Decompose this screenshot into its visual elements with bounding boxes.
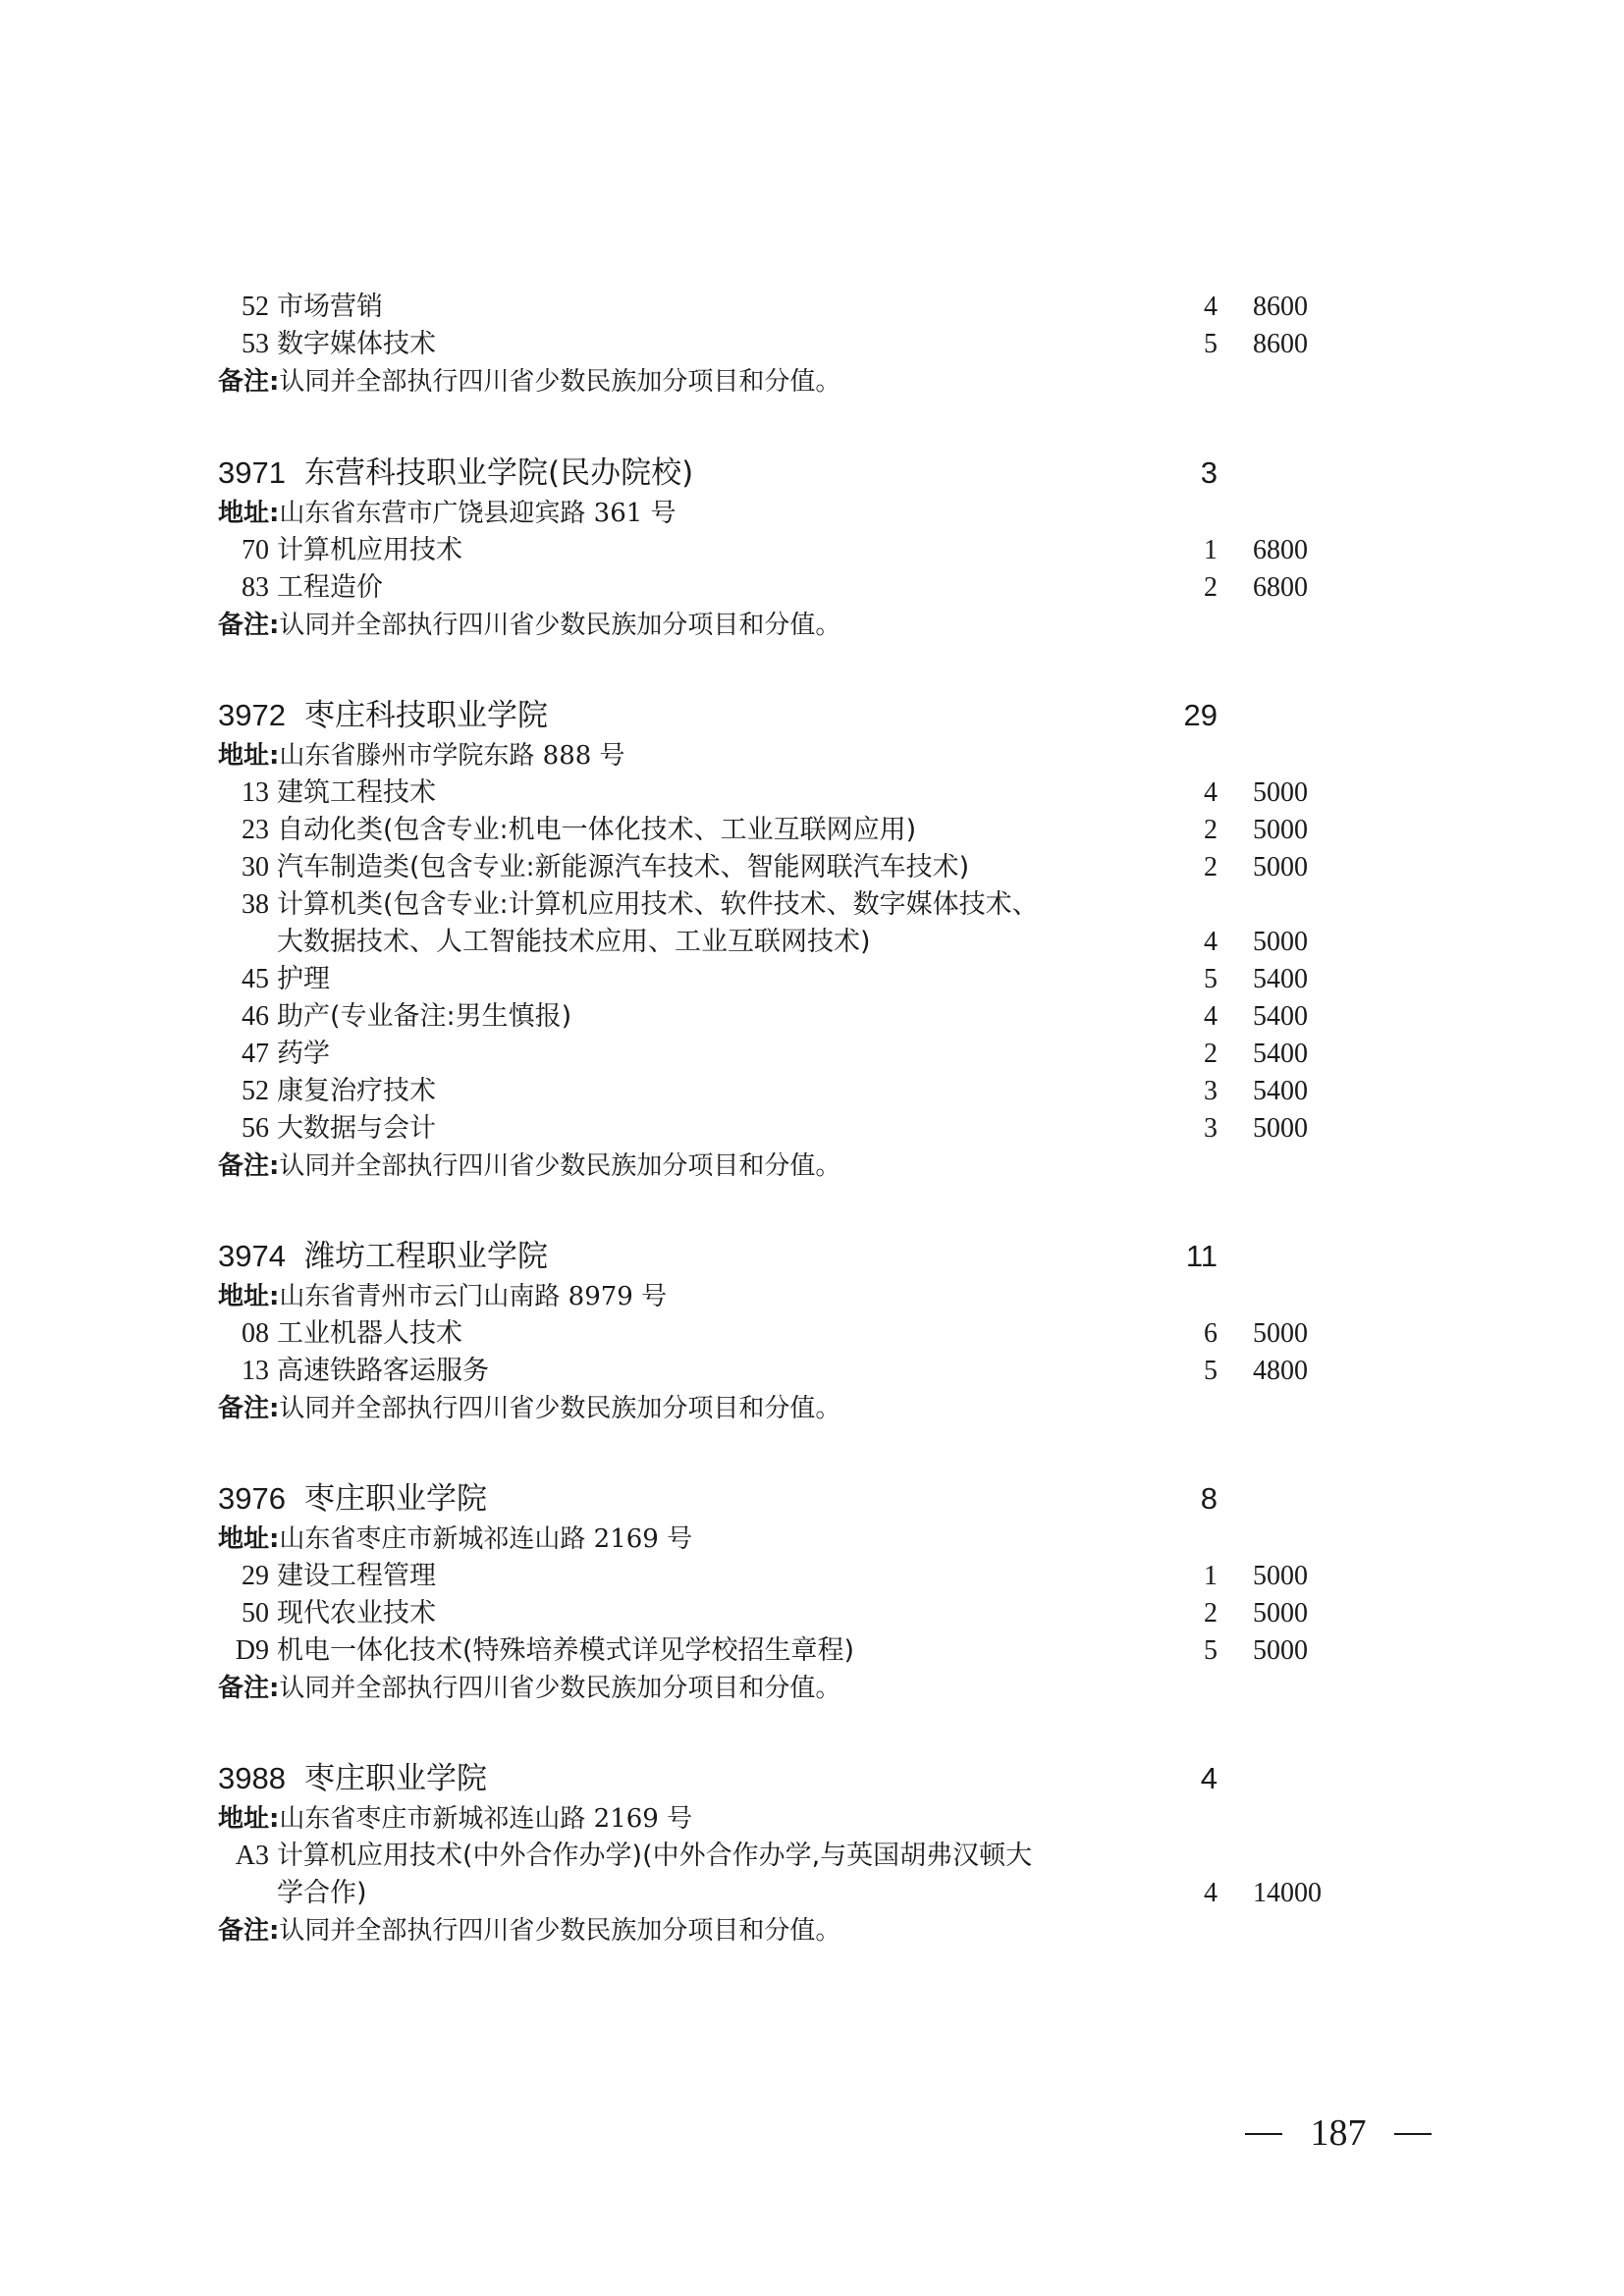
address-text: 山东省滕州市学院东路 888 号 [279, 741, 625, 771]
major-name: 工业机器人技术 [277, 1318, 462, 1349]
school-note [218, 607, 840, 644]
school-note [218, 1912, 840, 1949]
school-note [218, 1390, 840, 1427]
major-code: 29 [242, 1561, 269, 1591]
school-note [218, 1670, 840, 1707]
school-total: 3 [1200, 455, 1218, 490]
major-count: 4 [1204, 927, 1218, 957]
address-label: 地址: [218, 1282, 280, 1311]
school-address [218, 737, 625, 774]
school-address [218, 1800, 692, 1838]
major-code: 23 [242, 815, 269, 845]
school-note [218, 363, 840, 400]
major-name: 建筑工程技术 [277, 777, 436, 808]
note-label: 备注: [218, 1394, 280, 1423]
major-code: A3 [235, 1841, 269, 1871]
major-code: 13 [242, 1356, 269, 1386]
major-fee: 6800 [1253, 535, 1308, 565]
major-code: 45 [242, 964, 269, 994]
major-name-continued: 学合作) [277, 1878, 367, 1908]
major-count: 4 [1204, 777, 1218, 808]
major-code: 47 [242, 1039, 269, 1069]
major-fee: 5000 [1253, 927, 1308, 957]
major-fee: 8600 [1253, 292, 1308, 322]
major-row [0, 774, 1624, 812]
major-name: 计算机应用技术 [277, 535, 462, 565]
school-code: 3971 [218, 455, 286, 490]
note-text: 认同并全部执行四川省少数民族加分项目和分值。 [279, 1674, 841, 1703]
major-row [0, 849, 1624, 886]
major-row [0, 1036, 1624, 1073]
major-row-continued [0, 1875, 1624, 1912]
major-name: 建设工程管理 [277, 1561, 436, 1591]
major-code: 13 [242, 777, 269, 808]
major-code: 38 [242, 889, 269, 920]
major-row [0, 886, 1624, 924]
major-row [0, 326, 1624, 363]
major-fee: 4800 [1253, 1356, 1308, 1386]
major-name: 康复治疗技术 [277, 1076, 436, 1106]
school-code: 3988 [218, 1761, 286, 1795]
major-code: 08 [242, 1318, 269, 1349]
school-total: 8 [1200, 1481, 1218, 1516]
major-name: 大数据与会计 [277, 1113, 436, 1144]
school-total: 29 [1183, 698, 1218, 732]
major-fee: 14000 [1253, 1878, 1322, 1908]
major-name: 助产(专业备注:男生慎报) [277, 1001, 572, 1032]
major-name: 计算机应用技术(中外合作办学)(中外合作办学,与英国胡弗汉顿大 [277, 1841, 1033, 1871]
major-name: 现代农业技术 [277, 1598, 436, 1629]
major-count: 1 [1204, 1561, 1218, 1591]
school-address [218, 1521, 692, 1558]
note-text: 认同并全部执行四川省少数民族加分项目和分值。 [279, 1394, 841, 1423]
major-fee: 6800 [1253, 572, 1308, 603]
major-count: 4 [1204, 1001, 1218, 1032]
major-code: 56 [242, 1113, 269, 1144]
major-fee: 5000 [1253, 852, 1308, 882]
address-text: 山东省青州市云门山南路 8979 号 [279, 1282, 668, 1311]
note-text: 认同并全部执行四川省少数民族加分项目和分值。 [279, 367, 841, 397]
major-code: 83 [242, 572, 269, 603]
note-text: 认同并全部执行四川省少数民族加分项目和分值。 [279, 1151, 841, 1181]
school-note [218, 1148, 840, 1185]
major-name: 计算机类(包含专业:计算机应用技术、软件技术、数字媒体技术、 [277, 889, 1039, 920]
major-fee: 8600 [1253, 329, 1308, 359]
address-label: 地址: [218, 741, 280, 771]
address-text: 山东省枣庄市新城祁连山路 2169 号 [279, 1524, 693, 1554]
major-name: 护理 [277, 964, 330, 994]
major-fee: 5400 [1253, 1039, 1308, 1069]
address-label: 地址: [218, 1804, 280, 1834]
major-code: 30 [242, 852, 269, 882]
major-code: 52 [242, 292, 269, 322]
note-text: 认同并全部执行四川省少数民族加分项目和分值。 [279, 611, 841, 640]
school-name: 枣庄职业学院 [304, 1761, 487, 1796]
major-count: 2 [1204, 815, 1218, 845]
major-fee: 5000 [1253, 1561, 1308, 1591]
school-name: 枣庄科技职业学院 [304, 698, 548, 733]
major-count: 2 [1204, 572, 1218, 603]
note-label: 备注: [218, 1674, 280, 1703]
major-row [0, 1632, 1624, 1670]
note-label: 备注: [218, 367, 280, 397]
major-row [0, 532, 1624, 569]
school-header [0, 1757, 1624, 1800]
major-name: 药学 [277, 1039, 330, 1069]
school-code: 3972 [218, 698, 286, 732]
major-row [0, 812, 1624, 849]
major-fee: 5000 [1253, 777, 1308, 808]
address-text: 山东省东营市广饶县迎宾路 361 号 [279, 499, 677, 528]
major-count: 1 [1204, 535, 1218, 565]
major-row [0, 1838, 1624, 1875]
address-label: 地址: [218, 1524, 280, 1554]
major-count: 5 [1204, 1635, 1218, 1666]
major-count: 2 [1204, 1598, 1218, 1629]
page-number-text: 187 [1310, 2112, 1367, 2154]
major-row [0, 569, 1624, 607]
major-row [0, 1595, 1624, 1632]
major-code: 52 [242, 1076, 269, 1106]
major-name: 机电一体化技术(特殊培养模式详见学校招生章程) [277, 1635, 855, 1666]
major-fee: 5000 [1253, 1113, 1308, 1144]
major-count: 5 [1204, 964, 1218, 994]
major-fee: 5000 [1253, 1318, 1308, 1349]
school-code: 3974 [218, 1239, 286, 1273]
major-name: 自动化类(包含专业:机电一体化技术、工业互联网应用) [277, 815, 917, 845]
major-count: 5 [1204, 329, 1218, 359]
major-count: 3 [1204, 1113, 1218, 1144]
major-count: 6 [1204, 1318, 1218, 1349]
page-number [1245, 2109, 1432, 2158]
school-address [218, 1278, 667, 1315]
major-name: 市场营销 [277, 292, 383, 322]
major-code: 50 [242, 1598, 269, 1629]
address-label: 地址: [218, 499, 280, 528]
school-header [0, 694, 1624, 737]
school-name: 东营科技职业学院(民办院校) [304, 455, 694, 491]
major-fee: 5400 [1253, 964, 1308, 994]
major-code: 46 [242, 1001, 269, 1032]
major-code: 70 [242, 535, 269, 565]
major-name-continued: 大数据技术、人工智能技术应用、工业互联网技术) [277, 927, 871, 957]
school-header [0, 452, 1624, 495]
note-text: 认同并全部执行四川省少数民族加分项目和分值。 [279, 1916, 841, 1946]
major-count: 3 [1204, 1076, 1218, 1106]
major-row [0, 998, 1624, 1036]
major-count: 4 [1204, 292, 1218, 322]
major-count: 4 [1204, 1878, 1218, 1908]
major-name: 高速铁路客运服务 [277, 1356, 489, 1386]
school-header [0, 1477, 1624, 1521]
major-row [0, 1353, 1624, 1390]
school-header [0, 1235, 1624, 1278]
major-row [0, 1558, 1624, 1595]
note-label: 备注: [218, 1916, 280, 1946]
major-fee: 5000 [1253, 1635, 1308, 1666]
major-count: 2 [1204, 1039, 1218, 1069]
major-name: 数字媒体技术 [277, 329, 436, 359]
major-row [0, 1073, 1624, 1110]
major-row [0, 289, 1624, 326]
major-fee: 5400 [1253, 1076, 1308, 1106]
note-label: 备注: [218, 1151, 280, 1181]
left-dash [1245, 2133, 1282, 2135]
school-code: 3976 [218, 1481, 286, 1516]
major-code: D9 [235, 1635, 269, 1666]
school-name: 潍坊工程职业学院 [304, 1239, 548, 1274]
major-count: 2 [1204, 852, 1218, 882]
note-label: 备注: [218, 611, 280, 640]
school-name: 枣庄职业学院 [304, 1481, 487, 1517]
major-row [0, 961, 1624, 998]
school-total: 4 [1200, 1761, 1218, 1795]
major-count: 5 [1204, 1356, 1218, 1386]
major-name: 工程造价 [277, 572, 383, 603]
major-row-continued [0, 924, 1624, 961]
major-fee: 5000 [1253, 815, 1308, 845]
major-row [0, 1315, 1624, 1353]
major-row [0, 1110, 1624, 1148]
right-dash [1394, 2133, 1432, 2135]
major-fee: 5000 [1253, 1598, 1308, 1629]
major-name: 汽车制造类(包含专业:新能源汽车技术、智能网联汽车技术) [277, 852, 970, 882]
major-code: 53 [242, 329, 269, 359]
address-text: 山东省枣庄市新城祁连山路 2169 号 [279, 1804, 693, 1834]
school-address [218, 495, 677, 532]
major-fee: 5400 [1253, 1001, 1308, 1032]
school-total: 11 [1185, 1239, 1218, 1273]
